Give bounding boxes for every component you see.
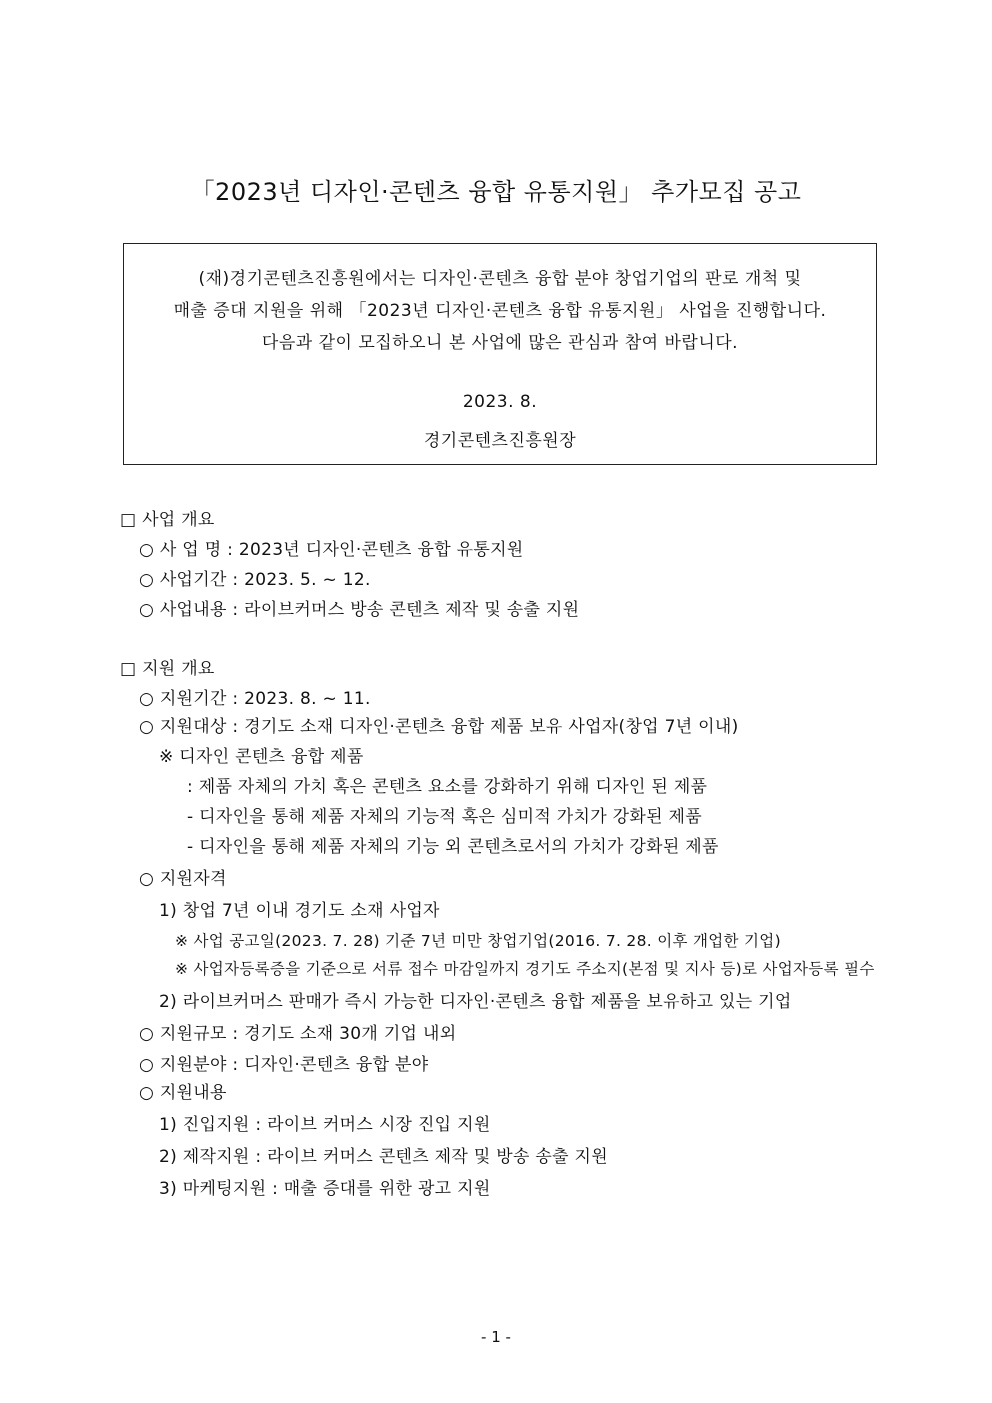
business-name: ○ 사 업 명 : 2023년 디자인·콘텐츠 융합 유통지원 [139, 540, 524, 560]
notice-line-1: (재)경기콘텐츠진흥원에서는 디자인·콘텐츠 융합 분야 창업기업의 판로 개척 및 [198, 269, 802, 289]
notice-box [123, 243, 877, 465]
notice-issuer: 경기콘텐츠진흥원장 [423, 431, 577, 451]
support-content-heading: ○ 지원내용 [139, 1083, 227, 1103]
section-heading-business: □ 사업 개요 [120, 510, 215, 530]
note-title: ※ 디자인 콘텐츠 융합 제품 [159, 747, 364, 767]
support-content-1: 1) 진입지원 : 라이브 커머스 시장 진입 지원 [159, 1115, 491, 1135]
support-target: ○ 지원대상 : 경기도 소재 디자인·콘텐츠 융합 제품 보유 사업자(창업 7년 이내) [139, 717, 739, 737]
notice-line-3: 다음과 같이 모집하오니 본 사업에 많은 관심과 참여 바랍니다. [261, 333, 739, 353]
qualification-2: 2) 라이브커머스 판매가 즉시 가능한 디자인·콘텐츠 융합 제품을 보유하고 있는 기업 [159, 992, 792, 1012]
support-content-3: 3) 마케팅지원 : 매출 증대를 위한 광고 지원 [159, 1179, 491, 1199]
note-dash-2: - 디자인을 통해 제품 자체의 기능 외 콘텐츠로서의 가치가 강화된 제품 [187, 837, 719, 857]
business-content: ○ 사업내용 : 라이브커머스 방송 콘텐츠 제작 및 송출 지원 [139, 600, 580, 620]
business-period: ○ 사업기간 : 2023. 5. ~ 12. [139, 570, 371, 590]
support-period: ○ 지원기간 : 2023. 8. ~ 11. [139, 689, 371, 709]
qualification-1-note-1: ※ 사업 공고일(2023. 7. 28) 기준 7년 미만 창업기업(2016. 7. 28. 이후 개업한 기업) [175, 932, 781, 950]
page-number: - 1 - [481, 1328, 511, 1346]
support-content-2: 2) 제작지원 : 라이브 커머스 콘텐츠 제작 및 방송 송출 지원 [159, 1147, 608, 1167]
support-field: ○ 지원분야 : 디자인·콘텐츠 융합 분야 [139, 1055, 429, 1075]
qualification-1: 1) 창업 7년 이내 경기도 소재 사업자 [159, 901, 440, 921]
page-title: 「2023년 디자인·콘텐츠 융합 유통지원」 추가모집 공고 [190, 178, 802, 206]
note-dash-1: - 디자인을 통해 제품 자체의 기능적 혹은 심미적 가치가 강화된 제품 [187, 807, 702, 827]
qualification-heading: ○ 지원자격 [139, 869, 227, 889]
note-definition: : 제품 자체의 가치 혹은 콘텐츠 요소를 강화하기 위해 디자인 된 제품 [187, 777, 708, 797]
support-scale: ○ 지원규모 : 경기도 소재 30개 기업 내외 [139, 1024, 457, 1044]
section-heading-support: □ 지원 개요 [120, 659, 215, 679]
notice-date: 2023. 8. [462, 392, 538, 412]
qualification-1-note-2: ※ 사업자등록증을 기준으로 서류 접수 마감일까지 경기도 주소지(본점 및 지사 등)로 사업자등록 필수 [175, 960, 875, 978]
notice-line-2: 매출 증대 지원을 위해 「2023년 디자인·콘텐츠 융합 유통지원」 사업을 진행합니다. [173, 301, 827, 321]
